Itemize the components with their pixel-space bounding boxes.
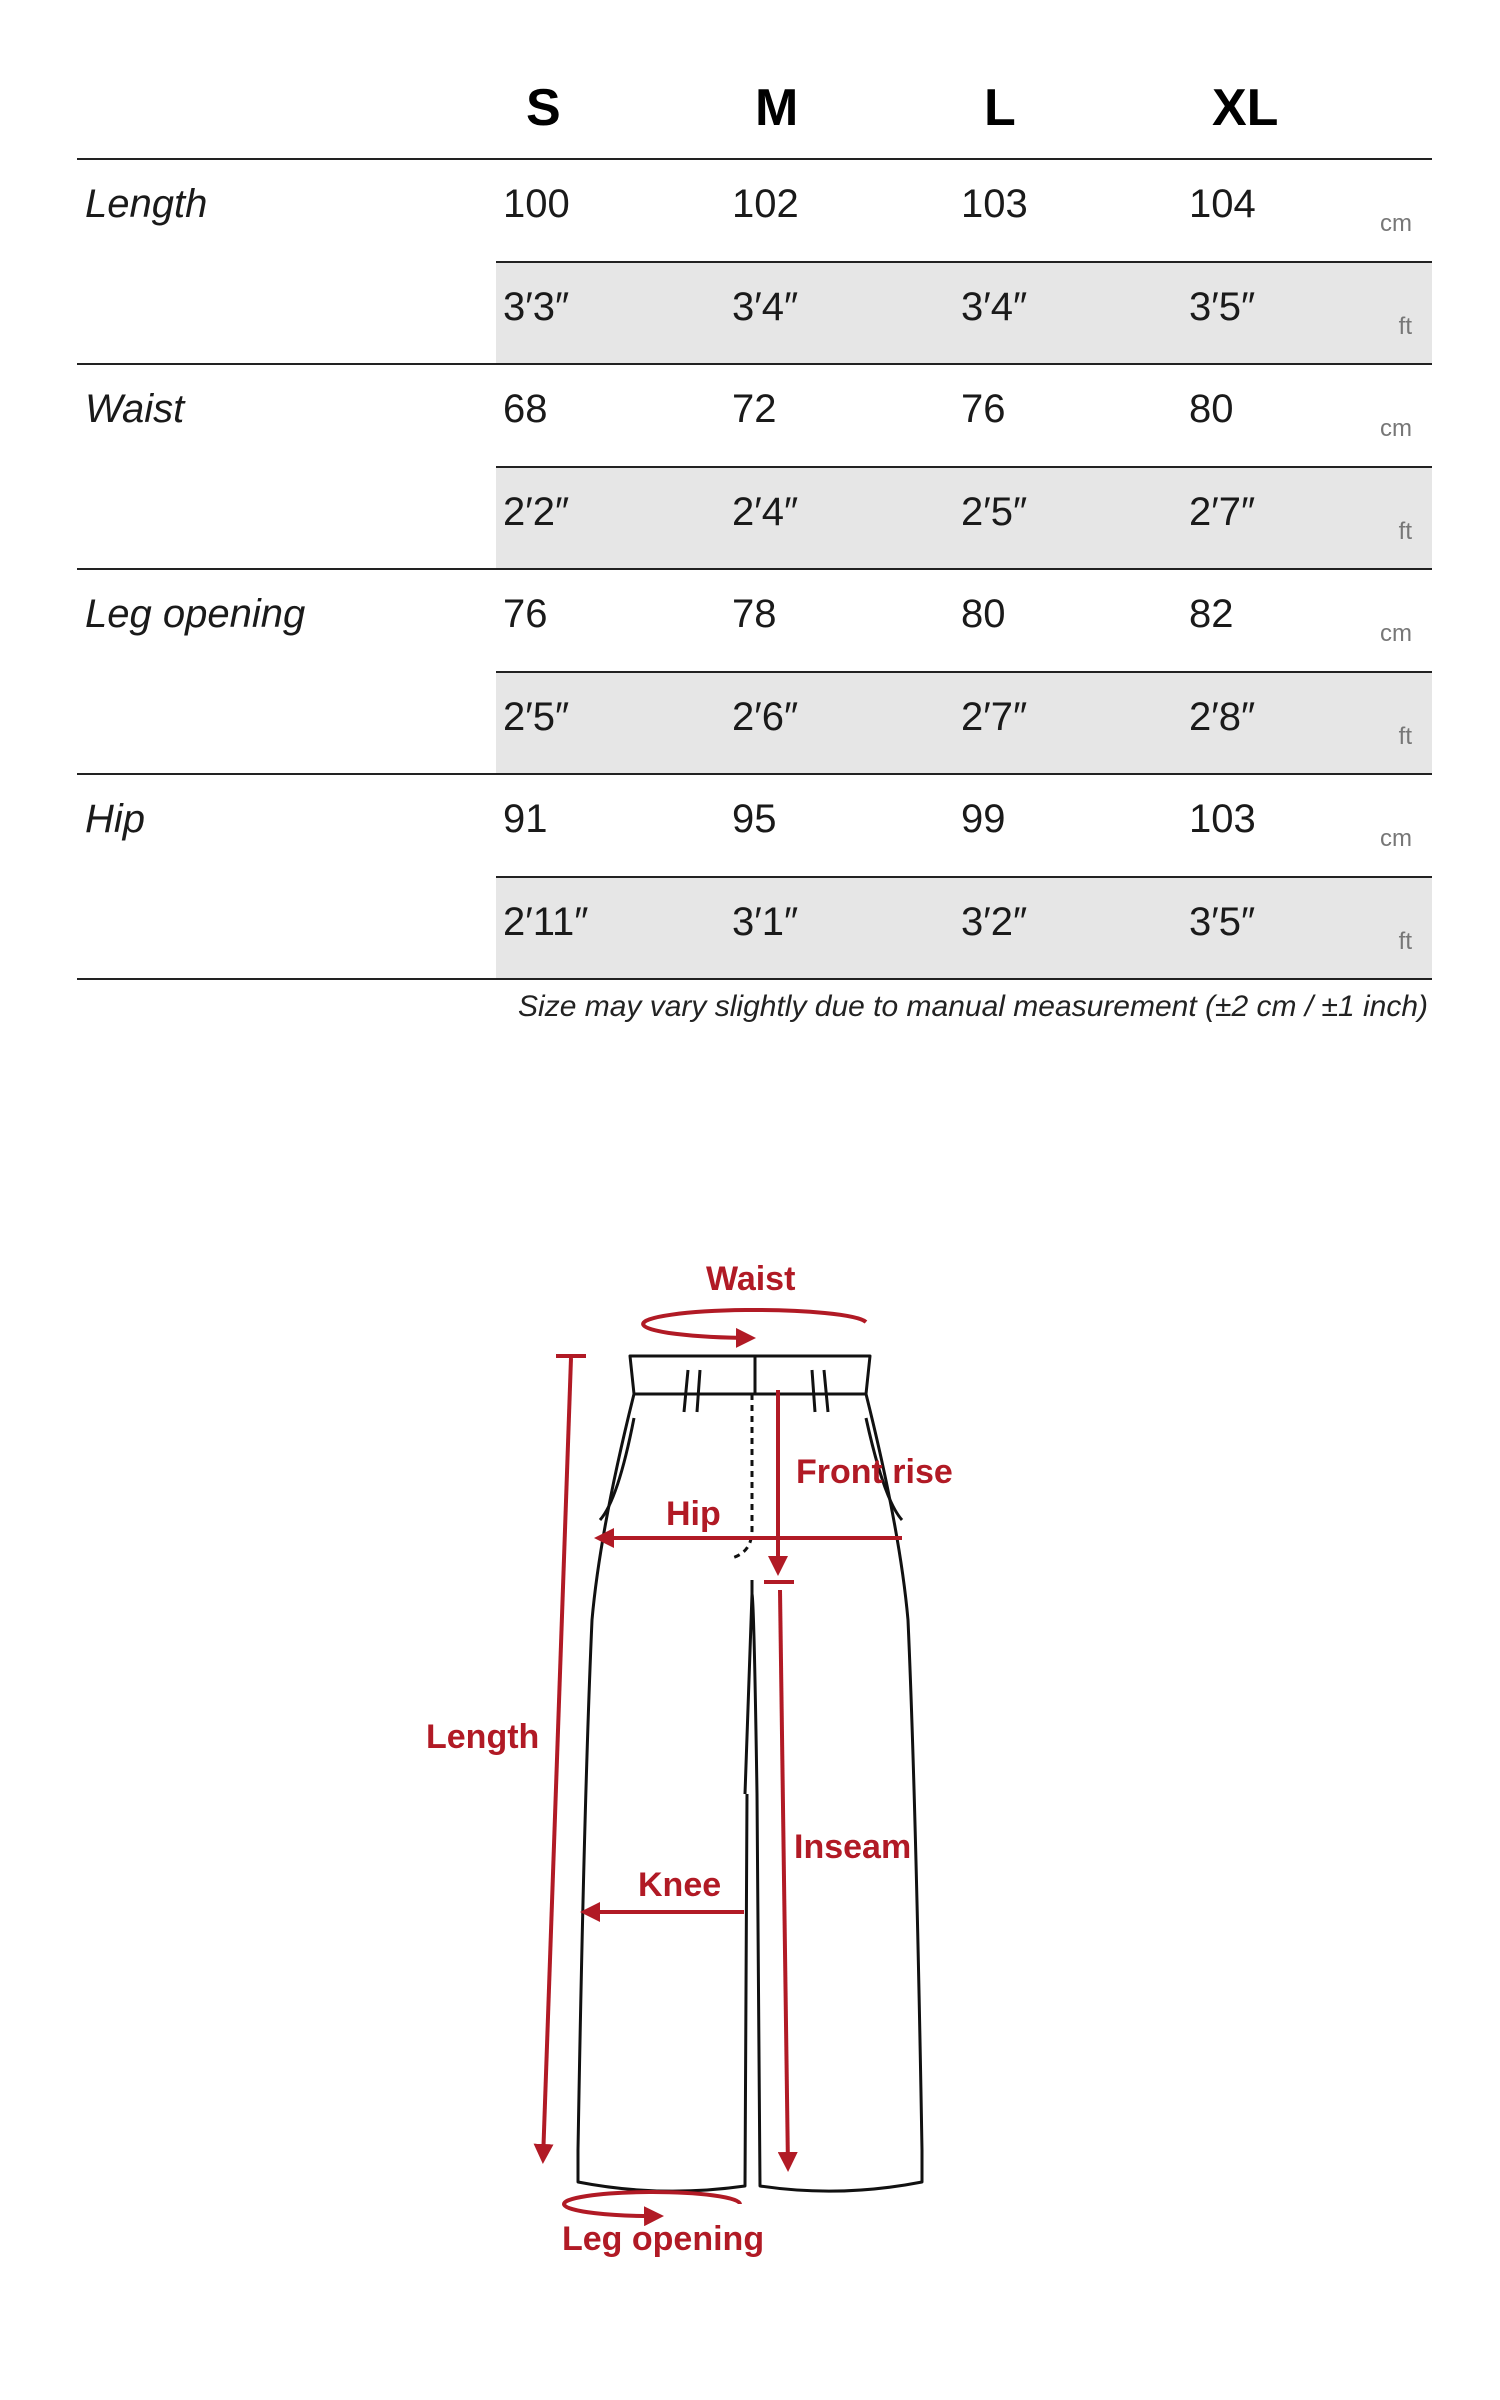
waist-label: Waist [706,1260,796,1298]
cell-value: 2′2″ [503,490,570,534]
measurement-label: Waist [85,387,185,431]
cell-value: 82 [1189,592,1234,636]
size-xl-header: XL [1212,79,1279,137]
front-rise-label: Front rise [796,1453,953,1491]
cell-value: 2′5″ [503,695,570,739]
unit-label: ft [1398,313,1412,340]
ft-row [496,671,1432,773]
cm-row [496,160,1432,260]
cell-value: 2′6″ [732,695,799,739]
ft-row [496,466,1432,568]
cell-value: 3′5″ [1189,285,1256,329]
measurement-lines [543,1310,902,2216]
ft-row [496,876,1432,978]
cell-value: 2′7″ [1189,490,1256,534]
unit-label: cm [1380,415,1412,442]
measurement-group-hip [77,773,1432,980]
cell-value: 95 [732,797,777,841]
size-l-header: L [984,79,1016,137]
cell-value: 2′4″ [732,490,799,534]
inseam-arrow [780,1590,788,2168]
unit-label: ft [1398,928,1412,955]
cell-value: 2′8″ [1189,695,1256,739]
cm-row [496,365,1432,465]
unit-label: cm [1380,210,1412,237]
size-s-header: S [526,79,561,137]
size-m-header: M [755,79,799,137]
cell-value: 68 [503,387,548,431]
cell-value: 3′4″ [961,285,1028,329]
cell-value: 78 [732,592,777,636]
length-label: Length [426,1718,540,1756]
cell-value: 99 [961,797,1006,841]
cell-value: 2′7″ [961,695,1028,739]
leg-opening-arrow [564,2192,740,2216]
unit-label: ft [1398,518,1412,545]
pants-measurement-diagram [0,1200,1500,2300]
cm-row [496,775,1432,875]
hip-label: Hip [666,1495,721,1533]
cell-value: 3′5″ [1189,900,1256,944]
cell-value: 80 [961,592,1006,636]
length-arrow [543,1358,571,2160]
cell-value: 103 [961,182,1028,226]
measurement-label: Hip [85,797,146,841]
pants-illustration [0,1200,1500,2300]
cell-value: 103 [1189,797,1256,841]
size-chart-table [77,158,1432,980]
cell-value: 76 [503,592,548,636]
measurement-group-leg-opening [77,568,1432,773]
unit-label: ft [1398,723,1412,750]
cell-value: 91 [503,797,548,841]
cell-value: 2′11″ [503,900,589,944]
leg-opening-label: Leg opening [562,2220,765,2258]
cell-value: 3′1″ [732,900,799,944]
size-header-row [0,78,1500,148]
cell-value: 3′3″ [503,285,570,329]
unit-label: cm [1380,620,1412,647]
measurement-label: Length [85,182,208,226]
cell-value: 102 [732,182,799,226]
measurement-group-length [77,158,1432,363]
cell-value: 3′2″ [961,900,1028,944]
cell-value: 76 [961,387,1006,431]
cm-row [496,570,1432,670]
cell-value: 3′4″ [732,285,799,329]
cell-value: 2′5″ [961,490,1028,534]
unit-label: cm [1380,825,1412,852]
cell-value: 100 [503,182,570,226]
measurement-group-waist [77,363,1432,568]
ft-row [496,261,1432,363]
waist-arrow [643,1310,866,1338]
cell-value: 80 [1189,387,1234,431]
measurement-label: Leg opening [85,592,306,636]
inseam-label: Inseam [794,1828,912,1866]
measurement-note: Size may vary slightly due to manual measurement (±2 cm / ±1 inch) [518,990,1428,1023]
cell-value: 104 [1189,182,1256,226]
knee-label: Knee [638,1866,722,1904]
cell-value: 72 [732,387,777,431]
